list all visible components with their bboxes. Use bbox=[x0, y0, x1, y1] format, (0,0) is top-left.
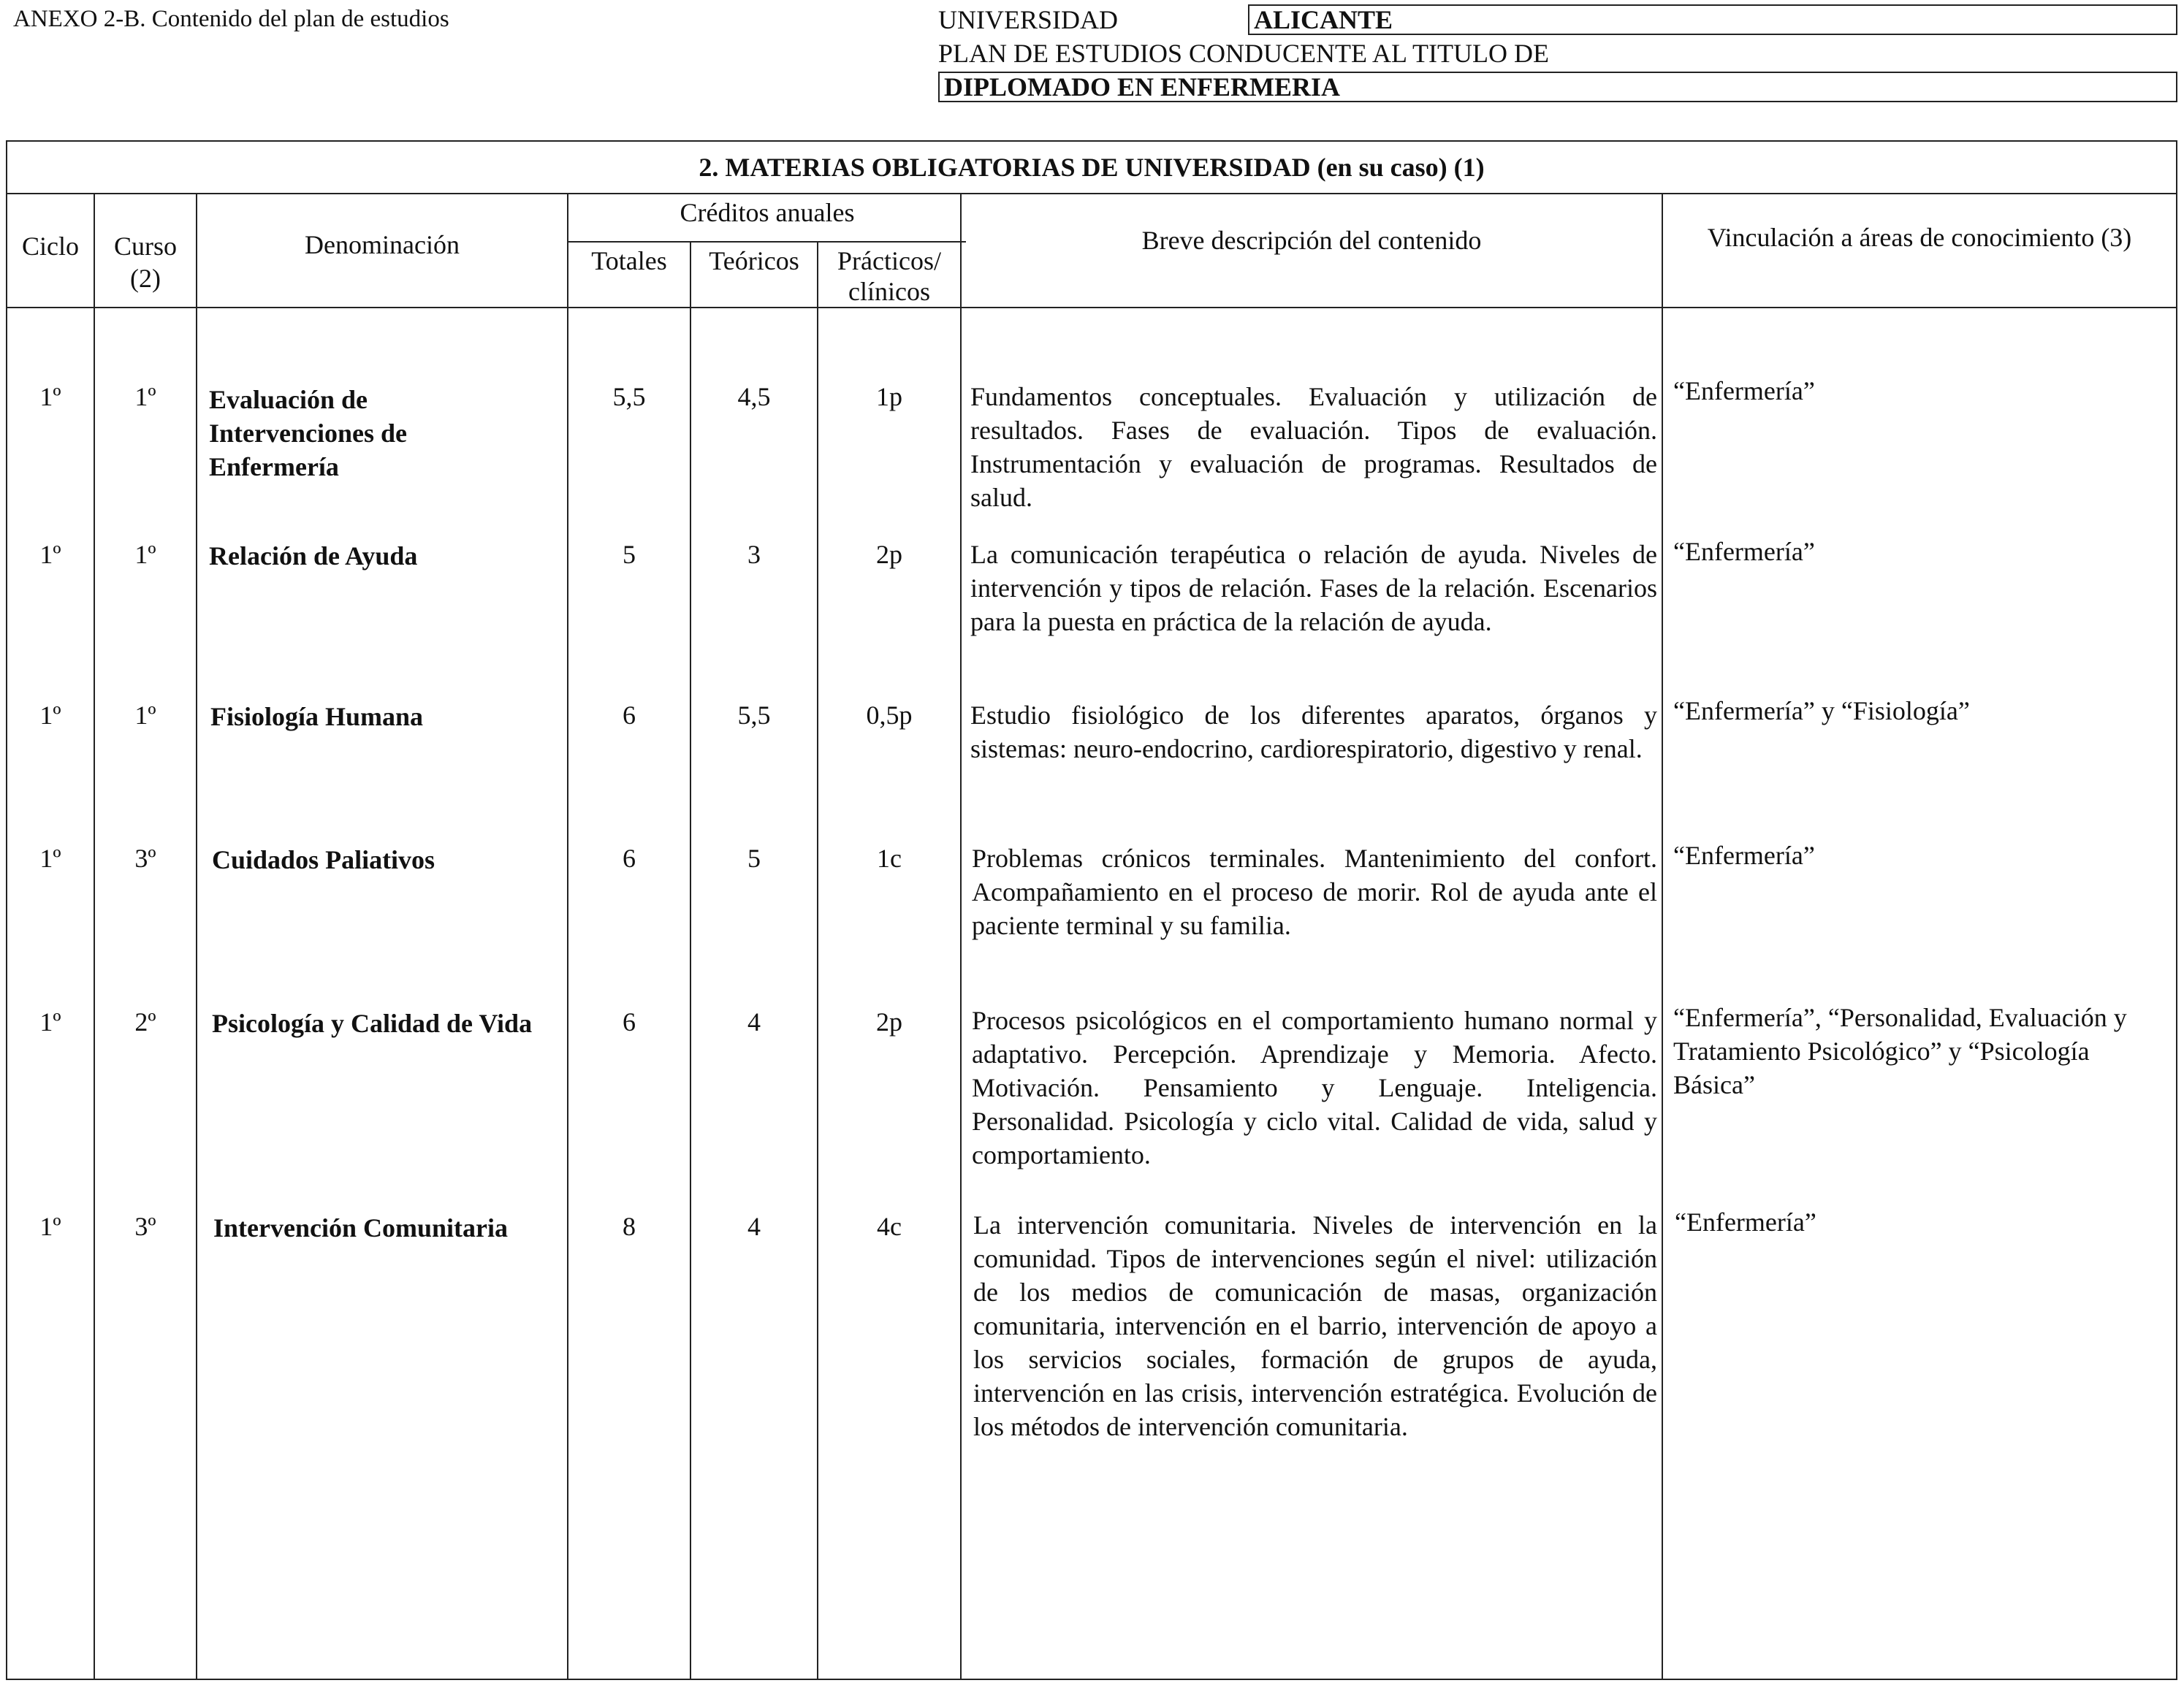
row6-denominacion: Intervención Comunitaria bbox=[213, 1213, 508, 1243]
row5-vinculacion: “Enfermería”, “Personalidad, Evaluación y Tratamiento Psicológico” y “Psicología Básica” bbox=[1673, 1003, 2127, 1099]
row5-descripcion: Procesos psicológicos en el comportamiento humano normal y adaptativo. Percepción. Aprendizaje y Memoria. Afecto. Motivación. Pensamiento y Lenguaje. Inteligencia. Personalidad. Psicología y ciclo vital. Calidad de vida, salud y comportamiento. bbox=[972, 1006, 1657, 1169]
row3-descripcion: Estudio fisiológico de los diferentes aparatos, órganos y sistemas: neuro-endocrino, cardiorespiratorio, digestivo y renal. bbox=[970, 701, 1657, 763]
degree-value: DIPLOMADO EN ENFERMERIA bbox=[944, 72, 1341, 102]
row3-ciclo: 1º bbox=[39, 701, 61, 730]
header-vinculacion: Vinculación a áreas de conocimiento (3) bbox=[1707, 223, 2132, 252]
header-descripcion: Breve descripción del contenido bbox=[1141, 226, 1482, 255]
col-divider bbox=[960, 193, 962, 1679]
header-creditos: Créditos anuales bbox=[680, 198, 855, 227]
row3-curso: 1º bbox=[134, 701, 156, 730]
header-practicos-line1: Prácticos/ bbox=[837, 246, 941, 275]
header-curso-note: (2) bbox=[130, 264, 161, 293]
row1-practicos: 1p bbox=[876, 382, 902, 411]
row5-totales: 6 bbox=[623, 1007, 636, 1037]
row1-curso: 1º bbox=[134, 382, 156, 411]
row1-ciclo: 1º bbox=[39, 382, 61, 411]
courses-table bbox=[6, 140, 2177, 1680]
row4-descripcion: Problemas crónicos terminales. Mantenimiento del confort. Acompañamiento en el proceso de morir. Rol de ayuda ante el paciente terminal y su familia. bbox=[972, 844, 1657, 940]
row2-totales: 5 bbox=[623, 540, 636, 569]
row3-practicos: 0,5p bbox=[866, 701, 913, 730]
row5-practicos: 2p bbox=[876, 1007, 902, 1037]
row5-ciclo: 1º bbox=[39, 1007, 61, 1037]
row1-descripcion: Fundamentos conceptuales. Evaluación y utilización de resultados. Fases de evaluación. Tipos de evaluación. Instrumentación y evaluación de programas. Resultados de salud. bbox=[970, 382, 1657, 512]
row6-teoricos: 4 bbox=[747, 1212, 761, 1241]
row2-vinculacion: “Enfermería” bbox=[1673, 537, 1815, 566]
row6-descripcion: La intervención comunitaria. Niveles de intervención en la comunidad. Tipos de intervenciones según el nivel: utilización de los medios de comunicación de masas, organización comunitaria, intervención en el barrio, intervención de apoyo a los servicios sociales, formación de grupos de ayuda, intervención en las crisis, intervención estratégica. Evolución de los métodos de intervención comunitaria. bbox=[973, 1210, 1657, 1441]
header-ciclo: Ciclo bbox=[22, 232, 79, 261]
row4-curso: 3º bbox=[134, 844, 156, 873]
title-divider bbox=[7, 193, 2176, 194]
row6-totales: 8 bbox=[623, 1212, 636, 1241]
col-divider bbox=[196, 193, 197, 1679]
row2-denominacion: Relación de Ayuda bbox=[209, 541, 418, 570]
university-value-box bbox=[1248, 4, 2177, 35]
row2-curso: 1º bbox=[134, 540, 156, 569]
row6-vinculacion: “Enfermería” bbox=[1675, 1207, 1816, 1237]
row3-vinculacion: “Enfermería” y “Fisiología” bbox=[1673, 696, 1970, 725]
col-divider bbox=[817, 241, 818, 1679]
row5-curso: 2º bbox=[134, 1007, 156, 1037]
row1-vinculacion: “Enfermería” bbox=[1673, 376, 1815, 405]
annex-title: ANEXO 2-B. Contenido del plan de estudios bbox=[13, 6, 449, 32]
university-label: UNIVERSIDAD bbox=[938, 5, 1118, 34]
header-practicos-line2: clínicos bbox=[848, 277, 930, 306]
row5-denominacion: Psicología y Calidad de Vida bbox=[212, 1009, 533, 1038]
university-value: ALICANTE bbox=[1254, 5, 1393, 34]
row4-vinculacion: “Enfermería” bbox=[1673, 841, 1815, 870]
col-divider bbox=[690, 241, 691, 1679]
credits-subheader-divider bbox=[567, 241, 966, 243]
degree-value-box bbox=[938, 72, 2177, 102]
row1-teoricos: 4,5 bbox=[737, 382, 771, 411]
table-title: 2. MATERIAS OBLIGATORIAS DE UNIVERSIDAD (en su caso) (1) bbox=[699, 153, 1485, 182]
header-teoricos: Teóricos bbox=[709, 246, 799, 275]
row2-teoricos: 3 bbox=[747, 540, 761, 569]
row4-teoricos: 5 bbox=[747, 844, 761, 873]
row5-teoricos: 4 bbox=[747, 1007, 761, 1037]
row6-practicos: 4c bbox=[877, 1212, 902, 1241]
row2-ciclo: 1º bbox=[39, 540, 61, 569]
col-divider bbox=[94, 193, 95, 1679]
row1-totales: 5,5 bbox=[612, 382, 646, 411]
row4-ciclo: 1º bbox=[39, 844, 61, 873]
row3-totales: 6 bbox=[623, 701, 636, 730]
row6-curso: 3º bbox=[134, 1212, 156, 1241]
row3-teoricos: 5,5 bbox=[737, 701, 771, 730]
row2-descripcion: La comunicación terapéutica o relación de ayuda. Niveles de intervención y tipos de relación. Fases de la relación. Escenarios para la puesta en práctica de la relación de ayuda. bbox=[970, 540, 1657, 636]
row4-practicos: 1c bbox=[877, 844, 902, 873]
header-totales: Totales bbox=[591, 246, 667, 275]
row3-denominacion: Fisiología Humana bbox=[210, 702, 424, 731]
row2-practicos: 2p bbox=[876, 540, 902, 569]
row4-totales: 6 bbox=[623, 844, 636, 873]
row6-ciclo: 1º bbox=[39, 1212, 61, 1241]
plan-label: PLAN DE ESTUDIOS CONDUCENTE AL TITULO DE bbox=[938, 39, 1549, 68]
row1-denominacion: Evaluación de Intervenciones de Enfermería bbox=[209, 385, 407, 481]
header-denominacion: Denominación bbox=[305, 230, 460, 259]
header-divider bbox=[7, 307, 2176, 308]
row4-denominacion: Cuidados Paliativos bbox=[212, 845, 435, 874]
col-divider bbox=[567, 193, 568, 1679]
header-curso: Curso bbox=[113, 232, 177, 261]
col-divider bbox=[1662, 193, 1663, 1679]
